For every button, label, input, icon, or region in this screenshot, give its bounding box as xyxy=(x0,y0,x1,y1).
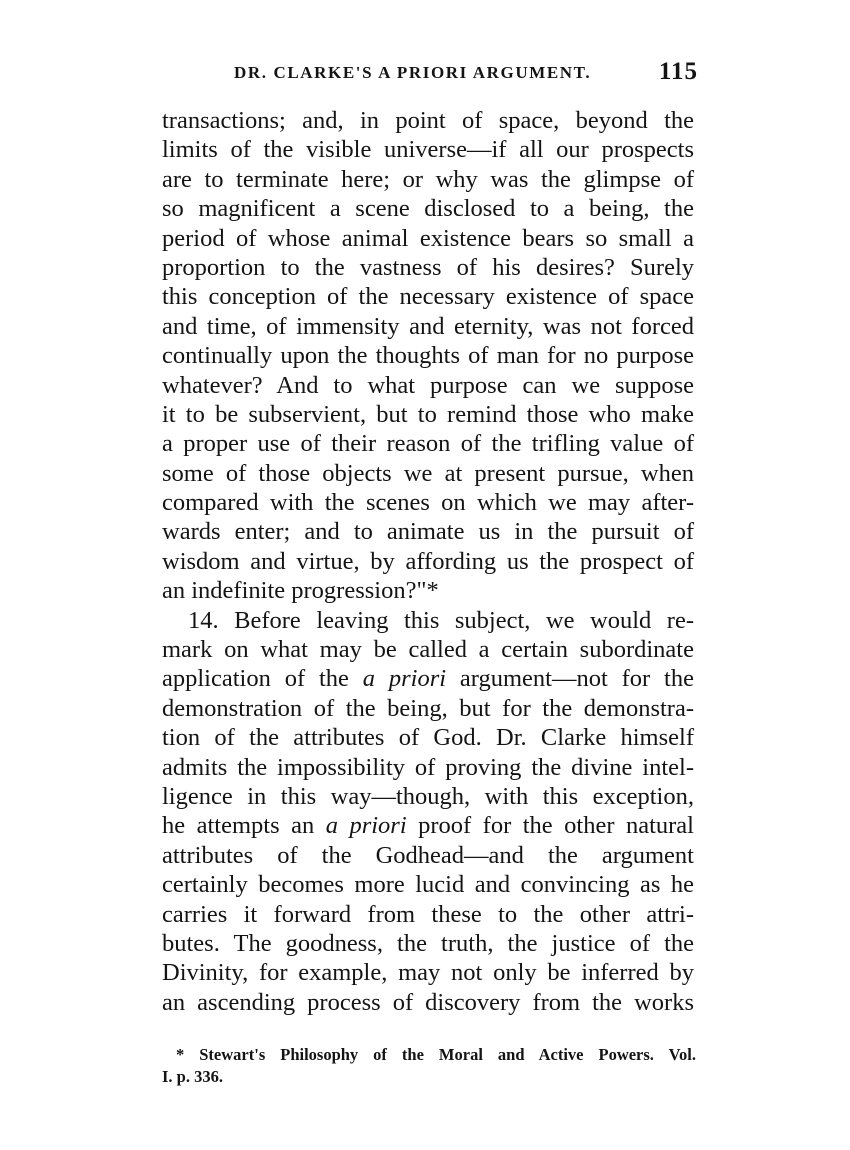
text-line: carries it forward from these to the other attri- xyxy=(162,900,694,928)
text-line: proportion to the vastness of his desires? Surely xyxy=(162,253,694,281)
text-line: admits the impossibility of proving the divine intel- xyxy=(162,753,694,781)
text-line: a proper use of their reason of the trifling value of xyxy=(162,430,694,458)
running-header xyxy=(162,60,698,90)
text-line: some of those objects we at present pursue, when xyxy=(162,459,694,487)
footnote-line: I. p. 336. xyxy=(162,1067,223,1086)
page-number: 115 xyxy=(658,58,698,85)
text-line: this conception of the necessary existence of space xyxy=(162,283,694,311)
text-line: and time, of immensity and eternity, was not forced xyxy=(162,312,694,340)
text-line: he attempts an a priori proof for the other natural xyxy=(162,812,694,840)
footnote-line: * Stewart's Philosophy of the Moral and Active Powers. Vol. xyxy=(176,1045,696,1064)
italic-term: a priori xyxy=(362,665,447,693)
text-line-paragraph-end: an indefinite progression?"* xyxy=(162,577,439,605)
body-text xyxy=(162,106,694,1017)
italic-term: a priori xyxy=(325,812,407,840)
text-line: so magnificent a scene disclosed to a being, the xyxy=(162,195,694,223)
text-line: transactions; and, in point of space, beyond the xyxy=(162,107,694,134)
text-line: butes. The goodness, the truth, the justice of the xyxy=(162,929,694,957)
text-line: ligence in this way—though, with this exception, xyxy=(162,782,694,810)
text-line: period of whose animal existence bears so small a xyxy=(162,224,694,252)
text-line: limits of the visible universe—if all our prospects xyxy=(162,136,694,164)
text-line: an ascending process of discovery from the works xyxy=(162,988,694,1016)
text-line: it to be subservient, but to remind those who make xyxy=(162,400,694,428)
text-line: application of the a priori argument—not for the xyxy=(162,665,694,693)
running-title: DR. CLARKE'S A PRIORI ARGUMENT. xyxy=(234,63,592,82)
text-line: attributes of the Godhead—and the argument xyxy=(162,841,694,869)
text-line: demonstration of the being, but for the demonstra- xyxy=(162,694,694,722)
footnote xyxy=(162,1044,696,1088)
text-line: certainly becomes more lucid and convincing as he xyxy=(162,871,694,899)
text-line: Divinity, for example, may not only be inferred by xyxy=(162,959,694,987)
text-line: mark on what may be called a certain subordinate xyxy=(162,636,694,664)
text-line: continually upon the thoughts of man for no purpose xyxy=(162,342,694,370)
text-line: whatever? And to what purpose can we suppose xyxy=(162,371,694,399)
text-line: wisdom and virtue, by affording us the prospect of xyxy=(162,547,694,575)
text-line-paragraph-start: 14. Before leaving this subject, we would re- xyxy=(188,606,694,634)
text-line: tion of the attributes of God. Dr. Clarke himself xyxy=(162,724,694,752)
text-line: wards enter; and to animate us in the pursuit of xyxy=(162,518,694,546)
text-line: compared with the scenes on which we may after- xyxy=(162,489,694,517)
text-line: are to terminate here; or why was the glimpse of xyxy=(162,165,694,193)
